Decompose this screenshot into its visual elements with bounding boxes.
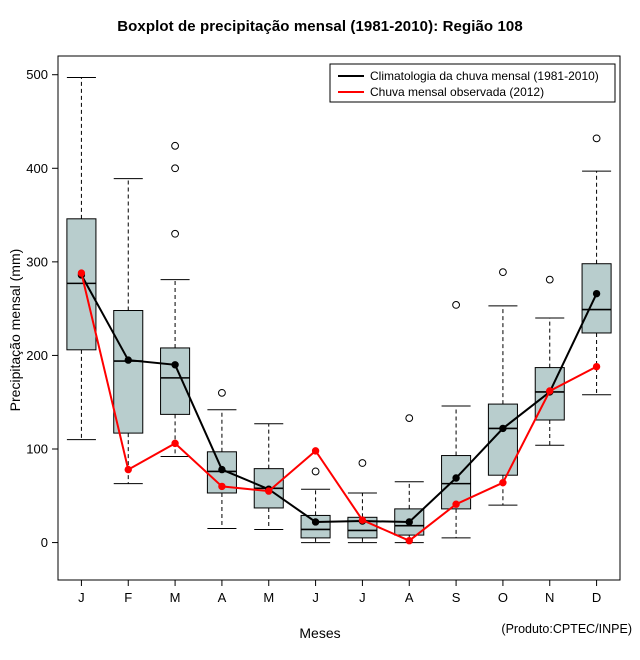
x-tick-label: D	[591, 590, 602, 605]
x-tick-label: F	[124, 590, 133, 605]
series-point	[593, 363, 599, 369]
series-point	[406, 519, 412, 525]
credit-note: (Produto:CPTEC/INPE)	[501, 622, 632, 636]
x-tick-label: M	[263, 590, 275, 605]
boxplot-box	[488, 269, 517, 505]
series-point	[359, 517, 365, 523]
x-tick-label: M	[169, 590, 181, 605]
boxplot-box	[67, 78, 96, 440]
legend-label: Chuva mensal observada (2012)	[370, 85, 545, 99]
legend-label: Climatologia da chuva mensal (1981-2010)	[370, 69, 599, 83]
boxplot-box	[207, 389, 236, 528]
x-tick-label: A	[404, 590, 414, 605]
x-tick-label: S	[451, 590, 461, 605]
boxplot-box	[301, 468, 330, 543]
series-point	[219, 466, 225, 472]
series-point	[125, 466, 131, 472]
series-point	[312, 519, 318, 525]
y-tick-label: 400	[26, 160, 48, 176]
y-tick-label: 500	[26, 67, 48, 83]
series-point	[453, 475, 459, 481]
x-tick-label: J	[312, 590, 319, 605]
series-point	[593, 290, 599, 296]
y-tick-label: 0	[40, 535, 48, 551]
x-tick-label: J	[359, 590, 366, 605]
x-tick-label: N	[545, 590, 555, 605]
y-tick-label: 300	[26, 254, 48, 270]
series-point	[172, 362, 178, 368]
boxplot-box	[254, 424, 283, 530]
x-tick-label: O	[497, 590, 508, 605]
page-title: Boxplot de precipitação mensal (1981-2010): Região 108	[117, 18, 523, 35]
boxplot-box	[535, 276, 564, 445]
x-tick-label: A	[217, 590, 227, 605]
x-tick-label: J	[78, 590, 85, 605]
boxplot-box	[114, 179, 143, 484]
boxplot-box	[582, 135, 611, 395]
series-point	[500, 479, 506, 485]
y-axis-label: Precipitação mensal (mm)	[7, 248, 23, 412]
series-point	[500, 425, 506, 431]
series-point	[219, 483, 225, 489]
series-point	[453, 501, 459, 507]
x-axis-label: Meses	[299, 625, 341, 641]
boxplot-box	[161, 142, 190, 456]
series-point	[78, 270, 84, 276]
boxplot-box	[348, 460, 377, 543]
series-point	[547, 388, 553, 394]
series-point	[172, 440, 178, 446]
series-point	[312, 448, 318, 454]
series-point	[266, 488, 272, 494]
series-point	[125, 357, 131, 363]
series-line	[81, 273, 596, 541]
y-tick-label: 100	[26, 441, 48, 457]
series-point	[406, 538, 412, 544]
y-tick-label: 200	[26, 347, 48, 363]
